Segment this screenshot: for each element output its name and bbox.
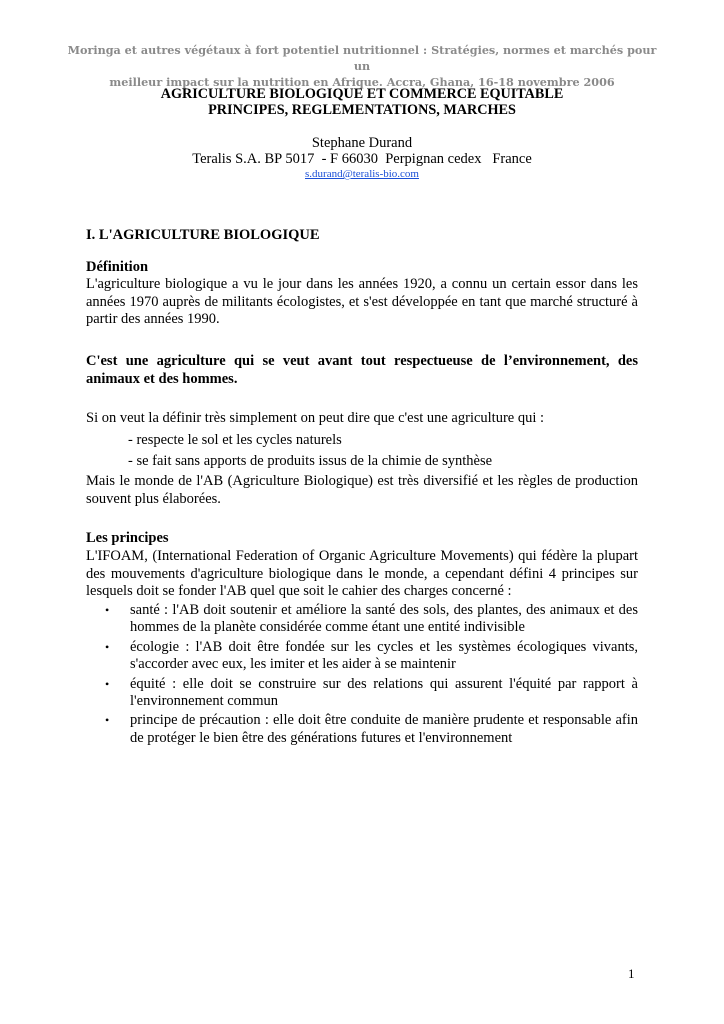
list-item xyxy=(86,602,638,637)
author-address: Teralis S.A. BP 5017 - F 66030 Perpignan cedex France xyxy=(192,151,532,167)
principles-heading: Les principes xyxy=(86,530,169,546)
author-email-link[interactable]: s.durand@teralis-bio.com xyxy=(305,168,419,180)
banner-line-2: meilleur impact sur la nutrition en Afrique. Accra, Ghana, 16-18 novembre 2006 xyxy=(109,75,615,89)
emphasis-paragraph: C'est une agriculture qui se veut avant tout respectueuse de l’environnement, des animaux et des hommes. xyxy=(86,353,638,387)
page-number: 1 xyxy=(628,966,635,981)
principle-equite: équité : elle doit se construire sur des relations qui assurent l'équité par rapport à l'environnement commun xyxy=(130,675,638,710)
bullet-icon: • xyxy=(105,603,110,617)
definition-heading: Définition xyxy=(86,259,149,275)
conference-banner xyxy=(60,42,664,90)
document-title xyxy=(60,86,664,118)
banner-line-1: Moringa et autres végétaux à fort potentiel nutritionnel : Stratégies, normes et marchés pour un xyxy=(67,43,657,73)
definition-point-1: - respecte le sol et les cycles naturels xyxy=(128,432,342,448)
title-line-1: AGRICULTURE BIOLOGIQUE ET COMMERCE EQUITABLE xyxy=(160,86,564,102)
bullet-icon: • xyxy=(105,639,110,654)
principle-precaution: principe de précaution : elle doit être conduite de manière prudente et responsable afin de protéger le bien être des générations futures et l'environnement xyxy=(130,712,638,746)
definition-closing: Mais le monde de l'AB (Agriculture Biologique) est très diversifié et les règles de production souvent plus élaborées. xyxy=(86,473,638,507)
principle-ecologie: écologie : l'AB doit être fondée sur les cycles et les systèmes écologiques vivants, s'accorder avec eux, les imiter et les aider à se maintenir xyxy=(130,638,638,673)
definition-paragraph: L'agriculture biologique a vu le jour dans les années 1920, a connu un certain essor dans les années 1970 auprès de militants écologistes, et s'est développée en tant que marché structuré à partir des années 1990. xyxy=(86,276,638,328)
list-item xyxy=(86,676,638,711)
list-item xyxy=(86,712,638,747)
list-item xyxy=(86,639,638,674)
principles-list xyxy=(86,602,638,749)
definition-intro: Si on veut la définir très simplement on peut dire que c'est une agriculture qui : xyxy=(86,410,545,426)
title-line-2: PRINCIPES, REGLEMENTATIONS, MARCHES xyxy=(208,102,516,118)
author-name: Stephane Durand xyxy=(311,135,413,151)
bullet-icon: • xyxy=(105,713,110,728)
principle-sante: santé : l'AB doit soutenir et améliore la santé des sols, des plantes, des animaux et des hommes de la planète considérée comme étant une entité indivisible xyxy=(130,602,638,636)
section-heading: I. L'AGRICULTURE BIOLOGIQUE xyxy=(86,227,320,243)
definition-point-2: - se fait sans apports de produits issus de la chimie de synthèse xyxy=(128,453,493,469)
bullet-icon: • xyxy=(105,676,110,691)
principles-intro: L'IFOAM, (International Federation of Organic Agriculture Movements) qui fédère la plupart des mouvements d'agriculture biologique dans le monde, a cependant défini 4 principes sur lesquels doit se fonder l'AB quel que soit le cahier des charges concerné : xyxy=(86,548,638,600)
